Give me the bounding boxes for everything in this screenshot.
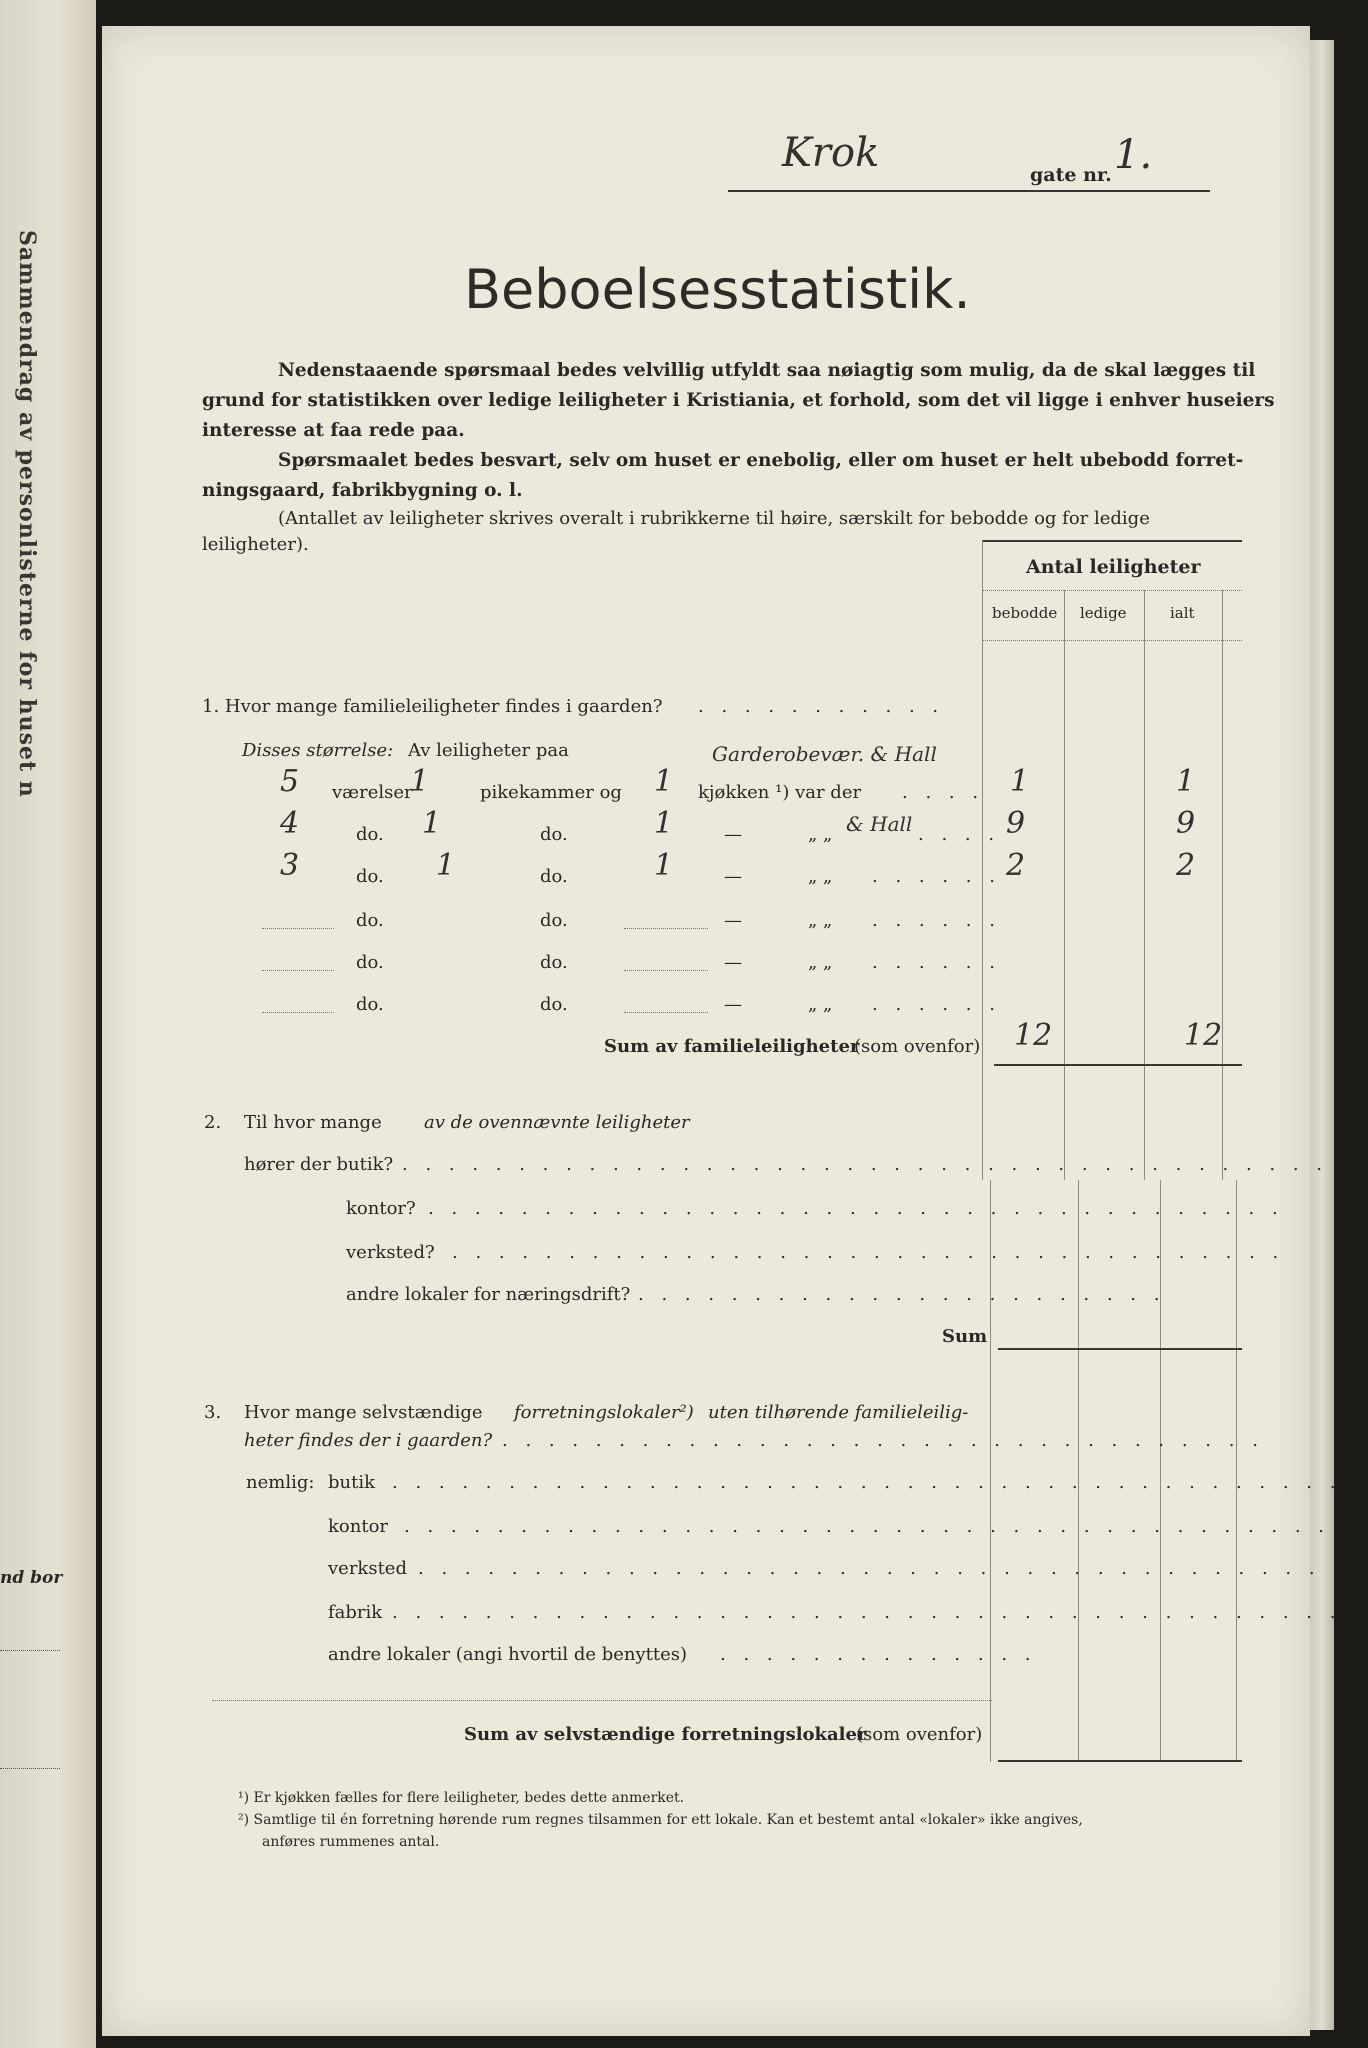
q2-item-butik: hører der butik?	[244, 1154, 394, 1175]
rooms-unit: værelser	[332, 782, 413, 803]
q2-label: Til hvor mange	[244, 1112, 382, 1133]
intro-line: Nedenstaaende spørsmaal bedes velvillig utfyldt saa nøiagtig som mulig, da de skal lægges til	[278, 360, 1256, 381]
leader-dots: . . . .	[918, 824, 1001, 845]
leader-dots: . . . . . .	[872, 866, 1001, 887]
q3-prefix: nemlig:	[246, 1472, 315, 1493]
gate-number-handwritten: 1.	[1114, 132, 1153, 178]
cell-bebodde: 2	[1006, 848, 1026, 883]
pike-value: 1	[410, 764, 430, 799]
column-rule	[1144, 590, 1145, 1180]
pike-unit: do.	[540, 994, 568, 1015]
intro-line: (Antallet av leiligheter skrives overalt i rubrikkerne til høire, særskilt for bebodde og for ledige	[278, 508, 1150, 529]
q1-annotation-handwritten: Garderobevær. & Hall	[712, 742, 937, 766]
sum-bebodde: 12	[1014, 1018, 1053, 1053]
ditto-marks: „ „	[808, 952, 833, 973]
q3-line1-b: forretningslokaler²)	[514, 1402, 694, 1423]
footnote-2: ²) Samtlige til én forretning hørende rum regnes tilsammen for ett lokale. Kan et bestemt antal «lokaler» ikke angives,	[238, 1812, 1083, 1828]
cell-ialt: 9	[1176, 806, 1196, 841]
column-rule	[1222, 590, 1223, 1180]
column-rule	[990, 1180, 991, 1762]
page-title: Beboelsesstatistik.	[464, 258, 971, 321]
q3-item-butik: butik	[328, 1472, 376, 1493]
q3-item-kontor: kontor	[328, 1516, 389, 1537]
kitchen-value: 1	[654, 806, 674, 841]
leader-dots: . . . . . . . . . . . . . . . . . . . . . . . . . . . . . . . . .	[502, 1430, 1264, 1451]
q3-item-verksted: verksted	[328, 1558, 407, 1579]
leader-dots: . . . . . . . . . . . . . . . . . . . . . . . . . . . . . . . . . . . . . . . . .	[392, 1472, 1342, 1493]
pike-value: 1	[422, 806, 442, 841]
sum-rule	[998, 1348, 1242, 1350]
street-name-handwritten: Krok	[782, 130, 880, 176]
q3-item-fabrik: fabrik	[328, 1602, 383, 1623]
gate-nr-label: gate nr.	[1030, 164, 1112, 186]
table-header-rule	[982, 590, 1242, 591]
ditto-marks: „ „	[808, 994, 833, 1015]
cell-bebodde: 1	[1010, 764, 1030, 799]
cell-bebodde: 9	[1006, 806, 1026, 841]
blank-entry	[624, 970, 708, 971]
blank-entry	[262, 1012, 334, 1013]
intro-line: interesse at faa rede paa.	[202, 420, 465, 441]
q2-sum-label: Sum	[942, 1326, 988, 1347]
section-rule	[212, 1700, 992, 1701]
leader-dots: . . . . . .	[872, 952, 1001, 973]
kitchen-unit: —	[724, 910, 742, 931]
table-header-rule	[982, 640, 1242, 641]
left-page-vertical-text: Sammendrag av personlisterne for huset n	[14, 230, 40, 798]
pike-unit: do.	[540, 952, 568, 973]
sum-ialt: 12	[1184, 1018, 1223, 1053]
q2-item-kontor: kontor?	[346, 1198, 416, 1219]
pike-unit: do.	[540, 824, 568, 845]
q3-item-andre: andre lokaler (angi hvortil de benyttes)	[328, 1644, 688, 1665]
header-underline	[728, 190, 1210, 192]
kitchen-unit: —	[724, 994, 742, 1015]
kitchen-unit: —	[724, 866, 742, 887]
col-header-ialt: ialt	[1170, 604, 1195, 622]
blank-entry	[262, 928, 334, 929]
q3-sum-label: Sum av selvstændige forretningslokaler	[464, 1724, 867, 1745]
blank-entry	[262, 970, 334, 971]
intro-line: leiligheter).	[202, 534, 309, 555]
leader-dots: . . . . . . . . . . . . . . . . . . . . . . .	[638, 1284, 1166, 1305]
ditto-marks: „ „	[808, 910, 833, 931]
footnote-1: ¹) Er kjøkken fælles for flere leiligheter, bedes dette anmerket.	[238, 1790, 685, 1806]
column-rule	[982, 540, 983, 1180]
form-page	[102, 26, 1342, 2036]
blank-entry	[624, 928, 708, 929]
q2-number: 2.	[204, 1112, 222, 1133]
rooms-unit: do.	[356, 866, 384, 887]
q2-item-andre: andre lokaler for næringsdrift?	[346, 1284, 631, 1305]
q3-line1-a: Hvor mange selvstændige	[244, 1402, 483, 1423]
kitchen-unit: kjøkken ¹) var der	[698, 782, 862, 803]
rooms-unit: do.	[356, 994, 384, 1015]
pike-unit: do.	[540, 910, 568, 931]
row-note-handwritten: & Hall	[846, 812, 913, 836]
leader-dots: . . . . . . . . . . . . . . . . . . . . . . . . . . . . . . . . . . . . .	[428, 1198, 1284, 1219]
ditto-marks: „ „	[808, 824, 833, 845]
q1-sum-suffix: (som ovenfor)	[854, 1036, 981, 1057]
footnote-2-cont: anføres rummenes antal.	[262, 1834, 440, 1850]
cell-ialt: 1	[1176, 764, 1196, 799]
rooms-unit: do.	[356, 952, 384, 973]
intro-line: ningsgaard, fabrikbygning o. l.	[202, 480, 523, 501]
q3-line1-c: uten tilhørende familieleilig-	[708, 1402, 969, 1423]
q1-sizes-label: Disses størrelse:	[242, 740, 394, 761]
page-edge	[1310, 40, 1334, 2030]
left-page-rule	[0, 1650, 60, 1651]
column-rule	[1160, 1180, 1161, 1762]
leader-dots: . . . .	[902, 782, 985, 803]
rooms-unit: do.	[356, 910, 384, 931]
leader-dots: . . . . . . . . . . . . . . . . . . . . . . . . . . . . . . . . . . . . . . .	[418, 1558, 1321, 1579]
pike-unit: pikekammer og	[480, 782, 622, 803]
ditto-marks: „ „	[808, 866, 833, 887]
left-page-rule	[0, 1768, 60, 1769]
leader-dots: . . . . . . . . . . . . . . . . . . . . . . . . . . . . . . . . . . . . . . . .	[402, 1154, 1329, 1175]
rooms-value: 5	[280, 764, 300, 799]
q3-line2: heter findes der i gaarden?	[244, 1430, 493, 1451]
q1-sum-label: Sum av familieleiligheter	[604, 1036, 860, 1057]
leader-dots: . . . . . . . . . . .	[698, 696, 945, 717]
left-page-side-note: nd bor	[0, 1568, 63, 1588]
cell-ialt: 2	[1176, 848, 1196, 883]
leader-dots: . . . . . .	[872, 910, 1001, 931]
table-top-rule	[982, 540, 1242, 542]
q3-number: 3.	[204, 1402, 222, 1423]
column-rule	[1236, 1180, 1237, 1762]
table-header-title: Antal leiligheter	[1026, 556, 1201, 578]
leader-dots: . . . . . . . . . . . . . . . . . . . . . . . . . . . . . . . . . . . . . . . . .	[392, 1602, 1342, 1623]
kitchen-unit: —	[724, 824, 742, 845]
left-facing-page	[0, 0, 96, 2048]
blank-entry	[624, 1012, 708, 1013]
kitchen-unit: —	[724, 952, 742, 973]
intro-line: Spørsmaalet bedes besvart, selv om huset er enebolig, eller om huset er helt ubebodd forret-	[278, 450, 1244, 471]
q1-label: 1. Hvor mange familieleiligheter findes i gaarden?	[202, 696, 663, 717]
kitchen-value: 1	[654, 848, 674, 883]
rooms-value: 3	[280, 848, 300, 883]
leader-dots: . . . . . . . . . . . . . .	[720, 1644, 1037, 1665]
column-rule	[1078, 1180, 1079, 1762]
leader-dots: . . . . . .	[872, 994, 1001, 1015]
sum-rule	[998, 1760, 1242, 1762]
rooms-unit: do.	[356, 824, 384, 845]
kitchen-value: 1	[654, 764, 674, 799]
q3-sum-suffix: (som ovenfor)	[856, 1724, 983, 1745]
rooms-value: 4	[280, 806, 300, 841]
pike-value: 1	[436, 848, 456, 883]
leader-dots: . . . . . . . . . . . . . . . . . . . . . . . . . . . . . . . . . . . . . . . .	[404, 1516, 1331, 1537]
col-header-bebodde: bebodde	[992, 604, 1058, 622]
sum-rule	[994, 1064, 1242, 1066]
column-rule	[1064, 590, 1065, 1180]
col-header-ledige: ledige	[1080, 604, 1127, 622]
q2-label-italic: av de ovennævnte leiligheter	[424, 1112, 690, 1133]
leader-dots: . . . . . . . . . . . . . . . . . . . . . . . . . . . . . . . . . . . .	[452, 1242, 1285, 1263]
q2-item-verksted: verksted?	[346, 1242, 435, 1263]
pike-unit: do.	[540, 866, 568, 887]
q1-sizes-label2: Av leiligheter paa	[408, 740, 569, 761]
intro-line: grund for statistikken over ledige leiligheter i Kristiania, et forhold, som det vil ligge i enhver huseiers	[202, 390, 1275, 411]
